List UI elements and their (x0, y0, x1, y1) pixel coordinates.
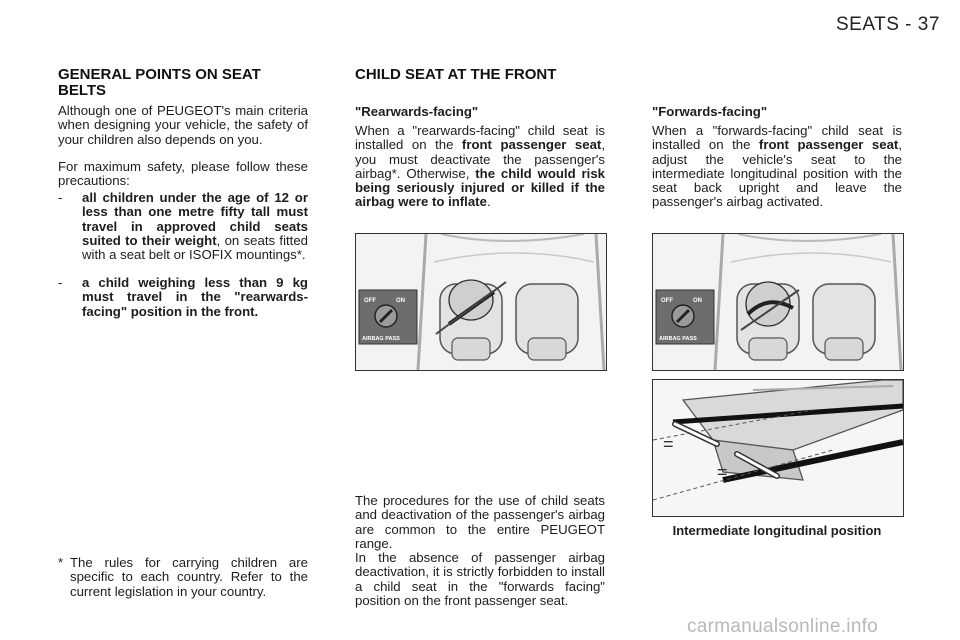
equal-mark-2: = (717, 462, 728, 482)
rearwards-seat-illustration (356, 234, 606, 370)
section-title-child-seat: CHILD SEAT AT THE FRONT (355, 66, 557, 83)
equal-mark-1: = (663, 434, 674, 454)
switch-on-label: ON (396, 298, 405, 304)
forwards-paragraph: When a "forwards-facing" child seat is installed on the front passenger seat, adjust the vehicle's seat to the intermediate longitudinal position with the seat back upright and leave the passenger's airbag activated. (652, 123, 902, 210)
procedures-paragraph: The procedures for the use of child seats and deactivation of the passenger's airbag are common to the entire PEUGEOT range. (355, 493, 605, 551)
precaution-bullet-2: - a child weighing less than 9 kg must travel in the "rearwards-facing" position in the front. (58, 275, 308, 319)
rearwards-paragraph: When a "rearwards-facing" child seat is installed on the front passenger seat, you must deactivate the passenger's airbag*. Otherwise, the child would risk being seriously injured or killed if the airbag were to inflate. (355, 123, 605, 210)
switch-airbag-label: AIRBAG PASS (659, 336, 697, 342)
absence-paragraph: In the absence of passenger airbag deactivation, it is strictly forbidden to install a child seat in the "forwards facing" position on the front passenger seat. (355, 550, 605, 608)
switch-on-label: ON (693, 298, 702, 304)
figure-rearwards-seat (355, 233, 607, 371)
page-title: SEATS - 37 (836, 14, 940, 35)
footnote: * The rules for carrying children are specific to each country. Refer to the current legislation in your country. (58, 555, 308, 599)
intro-paragraph: Although one of PEUGEOT's main criteria when designing your vehicle, the safety of your children also depends on you. (58, 103, 308, 147)
switch-off-label: OFF (364, 298, 376, 304)
switch-airbag-label: AIRBAG PASS (362, 336, 400, 342)
section-title-general: GENERAL POINTS ON SEAT BELTS (58, 66, 261, 99)
precaution-bullet-1: - all children under the age of 12 or less than one metre fifty tall must travel in approved child seats suited to their weight, on seats fitted with a seat belt or ISOFIX mountings*. (58, 190, 309, 263)
rearwards-heading: "Rearwards-facing" (355, 104, 479, 119)
switch-off-label: OFF (661, 298, 673, 304)
figure-seat-position (652, 379, 904, 517)
forwards-seat-illustration (653, 234, 903, 370)
figure-caption: Intermediate longitudinal position (672, 523, 882, 538)
follow-paragraph: For maximum safety, please follow these precautions: (58, 159, 308, 189)
seat-rail-illustration (653, 380, 903, 516)
figure-forwards-seat (652, 233, 904, 371)
watermark: carmanualsonline.info (687, 616, 879, 637)
forwards-heading: "Forwards-facing" (652, 104, 768, 119)
